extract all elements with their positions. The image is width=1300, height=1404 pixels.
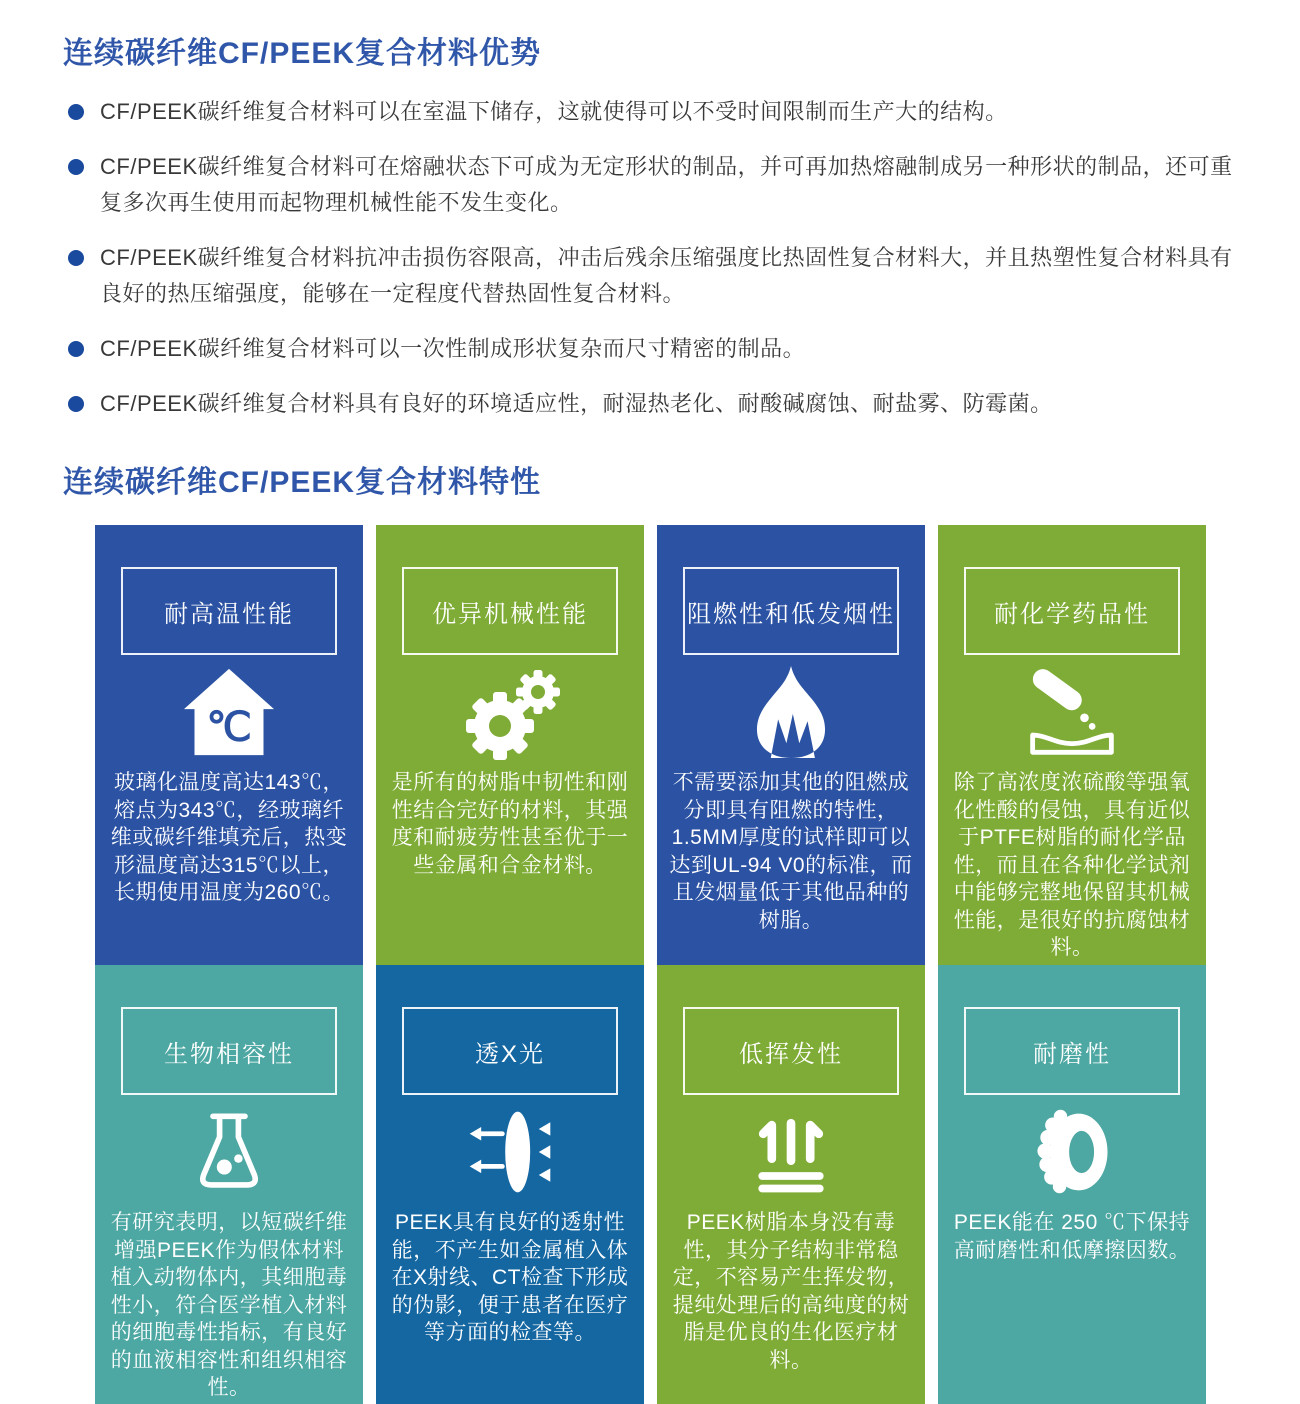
bullet-dot-icon [68,159,84,175]
card-title-box [683,1007,899,1095]
bullet-dot-icon [68,396,84,412]
list-item [68,149,1254,221]
advantages-section-title: 连续碳纤维CF/PEEK复合材料优势 [63,37,542,70]
card-text: 除了高浓度浓硫酸等强氧化性酸的侵蚀，具有近似于PTFE树脂的耐化学品性，而且在各种化学试剂中能够完整地保留其机械性能，是很好的抗腐蚀材料。 [953,771,1191,959]
card-title: 透X光 [474,1040,545,1068]
card-title-box [121,567,337,655]
feature-card-wear-resistance [938,965,1206,1404]
feature-card-low-volatility [657,965,925,1404]
card-text: PEEK具有良好的透射性能，不产生如金属植入体在X射线、CT检查下形成的伪影，便于患者在医疗等方面的检查等。 [391,1211,629,1344]
bullet-dot-icon [68,341,84,357]
card-text: 玻璃化温度高达143℃，熔点为343℃，经玻璃纤维或碳纤维填充后，热变形温度高达315℃以上，长期使用温度为260℃。 [110,771,348,904]
card-title-box [964,567,1180,655]
flask-icon [95,1095,363,1209]
bullet-text: CF/PEEK碳纤维复合材料可在熔融状态下可成为无定形状的制品，并可再加热熔融制成另一种形状的制品，还可重复多次再生使用而起物理机械性能不发生变化。 [100,154,1233,215]
list-item [68,240,1254,312]
card-text: 不需要添加其他的阻燃成分即具有阻燃的特性，1.5MM厚度的试样即可以达到UL-94 V0的标准，而且发烟量低于其他品种的树脂。 [669,771,913,932]
card-text: 是所有的树脂中韧性和刚性结合完好的材料，其强度和耐疲劳性甚至优于一些金属和合金材料。 [391,771,629,877]
card-title-box [402,1007,618,1095]
feature-card-mechanical [376,525,644,965]
list-item [68,386,1254,422]
card-title: 低挥发性 [739,1040,843,1068]
list-item [68,94,1254,130]
bullet-dot-icon [68,104,84,120]
card-title: 耐高温性能 [164,600,294,628]
evaporation-icon [657,1095,925,1209]
card-text: PEEK树脂本身没有毒性，其分子结构非常稳定，不容易产生挥发物，提纯处理后的高纯度的树脂是优良的生化医疗材料。 [672,1211,910,1372]
card-title: 生物相容性 [164,1040,294,1068]
card-title: 耐化学药品性 [994,600,1150,628]
tire-icon [938,1095,1206,1209]
bullet-text: CF/PEEK碳纤维复合材料可以在室温下储存，这就使得可以不受时间限制而生产大的结构。 [100,99,1008,124]
flame-icon [657,655,925,769]
bullet-text: CF/PEEK碳纤维复合材料可以一次性制成形状复杂而尺寸精密的制品。 [100,336,806,361]
feature-card-heat-resistance [95,525,363,965]
feature-card-chemical-resistance [938,525,1206,965]
card-title-box [683,567,899,655]
card-title: 优异机械性能 [432,600,588,628]
bullet-text: CF/PEEK碳纤维复合材料具有良好的环境适应性，耐湿热老化、耐酸碱腐蚀、耐盐雾、防霉菌。 [100,391,1053,416]
bullet-dot-icon [68,250,84,266]
card-text: 有研究表明，以短碳纤维增强PEEK作为假体材料植入动物体内，其细胞毒性小，符合医学植入材料的细胞毒性指标，有良好的血液相容性和组织相容性。 [110,1211,348,1399]
list-item [68,331,1254,367]
svg-text:℃: ℃ [206,704,252,750]
advantages-bullet-list [0,94,1300,422]
xray-lens-icon [376,1095,644,1209]
bullet-text: CF/PEEK碳纤维复合材料抗冲击损伤容限高，冲击后残余压缩强度比热固性复合材料大，并且热塑性复合材料具有良好的热压缩强度，能够在一定程度代替热固性复合材料。 [100,245,1233,306]
card-text: PEEK能在 250 ℃下保持高耐磨性和低摩擦因数。 [953,1211,1191,1262]
feature-card-grid [95,525,1300,1404]
feature-card-flame-retardant [657,525,925,965]
card-title-box [402,567,618,655]
chemical-pour-icon [938,655,1206,769]
features-section-title: 连续碳纤维CF/PEEK复合材料特性 [63,466,542,499]
card-title: 阻燃性和低发烟性 [687,600,895,628]
card-title-box [121,1007,337,1095]
feature-card-biocompatibility [95,965,363,1404]
house-temperature-icon [95,655,363,769]
gears-icon [376,655,644,769]
card-title-box [964,1007,1180,1095]
feature-card-xray-translucent [376,965,644,1404]
card-title: 耐磨性 [1033,1040,1111,1068]
